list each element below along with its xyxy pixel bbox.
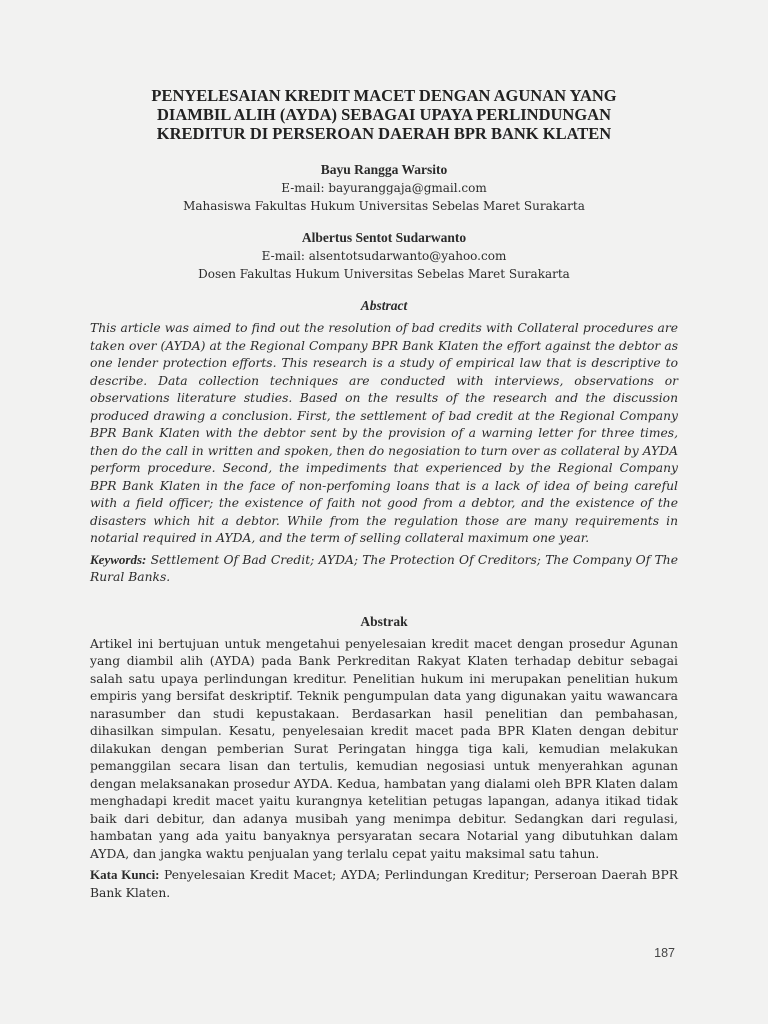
author-block bbox=[90, 229, 678, 283]
abstrak-heading: Abstrak bbox=[360, 613, 408, 629]
keywords-label: Keywords: bbox=[90, 551, 147, 567]
abstrak-keywords bbox=[90, 866, 678, 902]
keywords-text: Settlement Of Bad Credit; AYDA; The Protection Of Creditors; The Company Of The Rural Banks. bbox=[90, 552, 678, 584]
author-name: Albertus Sentot Sudarwanto bbox=[301, 230, 467, 245]
abstrak-text: Artikel ini bertujuan untuk mengetahui penyelesaian kredit macet dengan prosedur Agunan yang diambil alih (AYDA) pada Bank Perkreditan Rakyat Klaten terhadap debitur sebagai salah satu upaya perlindungan kreditur. Penelitian hukum ini merupakan penelitian hukum empiris yang bersifat deskriptif. Teknik pengumpulan data yang digunakan yaitu wawancara narasumber dan studi kepustakaan. Berdasarkan hasil penelitian dan pembahasan, dihasilkan simpulan. Kesatu, penyelesaian kredit macet pada BPR Klaten dengan debitur dilakukan dengan pemberian Surat Peringatan hingga tiga kali, kemudian melakukan pemanggilan secara lisan dan tertulis, kemudian negosiasi untuk menyerahkan agunan dengan melaksanakan prosedur AYDA. Kedua, hambatan yang dialami oleh BPR Klaten dalam menghadapi kredit macet yaitu kurangnya ketelitian petugas lapangan, adanya itikad tidak baik dari debitur, dan adanya musibah yang menimpa debitur. Sedangkan dari regulasi, hambatan yang ada yaitu banyaknya persyaratan secara Notarial yang dibutuhkan dalam AYDA, dan jangka waktu penjualan yang terlalu cepat yaitu maksimal satu tahun. bbox=[90, 636, 678, 861]
title-line: KREDITUR DI PERSEROAN DAERAH BPR BANK KLATEN bbox=[156, 124, 612, 143]
author-email: E-mail: bayuranggaja@gmail.com bbox=[281, 181, 487, 195]
title-line: PENYELESAIAN KREDIT MACET DENGAN AGUNAN YANG bbox=[151, 86, 617, 105]
abstract-heading: Abstract bbox=[360, 298, 408, 313]
page-number: 187 bbox=[654, 946, 675, 960]
author-name: Bayu Rangga Warsito bbox=[320, 162, 448, 177]
author-affiliation: Mahasiswa Fakultas Hukum Universitas Sebelas Maret Surakarta bbox=[183, 199, 585, 213]
abstract-text: This article was aimed to find out the resolution of bad credits with Collateral procedures are taken over (AYDA) at the Regional Company BPR Bank Klaten the effort against the debtor as one lender protection efforts. This research is a study of empirical law that is descriptive to describe. Data collection techniques are conducted with interviews, observations or observations literature studies. Based on the results of the research and the discussion produced drawing a conclusion. First, the settlement of bad credit at the Regional Company BPR Bank Klaten with the debtor sent by the provision of a warning letter for three times, then do the call in written and spoken, then do negosiation to turn over as collateral by AYDA perform procedure. Second, the impediments that experienced by the Regional Company BPR Bank Klaten in the face of non-perfoming loans that is a lack of idea of being careful with a field officer; the existence of faith not good from a debtor, and the existence of the disasters which hit a debtor. While from the regulation those are many requirements in notarial required in AYDA, and the term of selling collateral maximum one year. bbox=[90, 321, 678, 545]
title-line: DIAMBIL ALIH (AYDA) SEBAGAI UPAYA PERLINDUNGAN bbox=[157, 105, 611, 124]
author-email: E-mail: alsentotsudarwanto@yahoo.com bbox=[261, 249, 507, 263]
author-affiliation: Dosen Fakultas Hukum Universitas Sebelas Maret Surakarta bbox=[198, 267, 570, 281]
kata-kunci-label: Kata Kunci: bbox=[90, 867, 160, 882]
kata-kunci-text: Penyelesaian Kredit Macet; AYDA; Perlindungan Kreditur; Perseroan Daerah BPR Bank Klaten. bbox=[90, 868, 678, 900]
author-block bbox=[90, 161, 678, 215]
abstract-keywords bbox=[90, 551, 678, 587]
authors-section bbox=[90, 161, 678, 283]
article-page bbox=[90, 86, 678, 902]
article-title bbox=[90, 86, 678, 143]
